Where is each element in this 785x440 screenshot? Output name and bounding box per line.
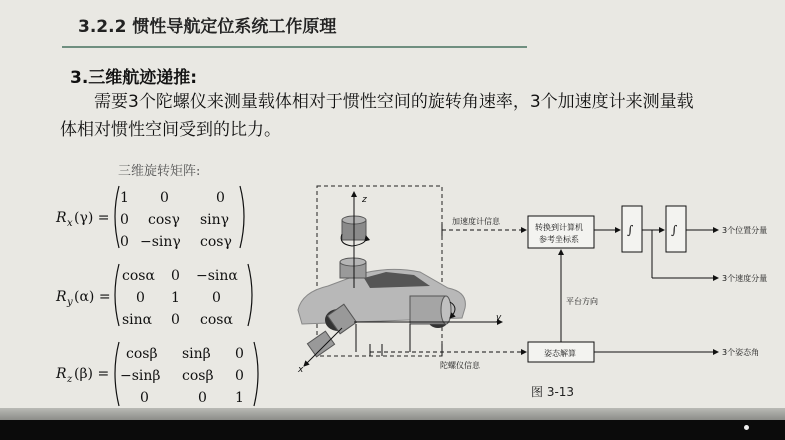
ry-left-paren [115,264,119,326]
rz-r2c0: 0 [140,390,149,406]
axis-y-label: y [496,313,502,323]
body-paragraph [60,88,770,144]
ins-diagram [290,180,785,380]
ry-r1c0: 0 [136,290,145,306]
rx-right-paren [240,186,244,248]
ry-r2c1: 0 [171,312,180,328]
transform-line-2: 参考坐标系 [539,235,579,244]
ry-r2c2: cosα [200,312,233,328]
ry-r1c1: 1 [171,290,180,306]
rx-r2c2: cosγ [200,234,232,250]
rx-sub: x [67,218,73,229]
ry-sub: y [67,297,73,308]
rx-left-paren [115,186,119,248]
title-divider [62,46,527,48]
rx-r2c0: 0 [120,234,129,250]
ry-r0c1: 0 [171,268,180,284]
paragraph-line-2: 体相对惯性空间受到的比力。 [60,120,281,140]
rx-arg: (γ) = [74,210,110,226]
rz-r0c1: sinβ [182,346,211,362]
ry-r0c0: cosα [122,268,155,284]
rx-r0c1: 0 [160,190,169,206]
rz-arg: (β) = [74,366,110,382]
matrix-ry [55,264,252,328]
position-output: 3个位置分量 [722,226,768,235]
axis-x-label: x [298,365,304,375]
gyro-info-label: 陀螺仪信息 [440,361,480,370]
rx-r2c1: −sinγ [140,234,181,250]
player-bar [0,420,785,440]
rz-r1c2: 0 [235,368,244,384]
ry-right-paren [248,264,252,326]
matrix-caption: 三维旋转矩阵: [118,164,201,179]
attitude-box-label: 姿态解算 [544,349,576,358]
rx-r1c0: 0 [120,212,129,228]
rx-r1c2: sinγ [200,212,230,228]
rz-left-paren [115,342,119,406]
page-title: 3.2.2 惯性导航定位系统工作原理 [78,17,337,37]
attitude-output: 3个姿态角 [722,348,760,357]
rz-r2c1: 0 [198,390,207,406]
rz-r1c0: −sinβ [120,368,161,384]
transform-line-1: 转换到计算机 [535,223,583,232]
rz-r1c1: cosβ [182,368,214,384]
velocity-output: 3个速度分量 [722,274,768,283]
rz-label: R [56,366,67,382]
matrix-rz [55,342,258,406]
slide-footer-strip [0,408,785,420]
ry-r1c2: 0 [212,290,221,306]
ry-r0c2: −sinα [196,268,238,284]
rz-r0c0: cosβ [126,346,158,362]
ry-label: R [56,289,67,305]
integrator-1-symbol: ∫ [627,223,634,237]
ry-r2c0: sinα [122,312,153,328]
section-subhead: 3.三维航迹递推: [70,68,198,88]
rx-r0c2: 0 [216,190,225,206]
integrator-2-symbol: ∫ [671,223,678,237]
axis-z-label: z [362,195,367,205]
figure-caption: 图 3-13 [531,385,575,399]
rz-sub: z [67,374,73,385]
ry-arg: (α) = [74,289,111,305]
rx-label: R [56,210,67,226]
rz-right-paren [254,342,258,406]
paragraph-line-1: 需要3个陀螺仪来测量载体相对于惯性空间的旋转角速率，3个加速度计来测量载 [94,92,694,112]
rz-r2c2: 1 [235,390,244,406]
rx-r0c0: 1 [120,190,129,206]
rz-r0c2: 0 [235,346,244,362]
accel-info-label: 加速度计信息 [452,217,500,226]
rx-r1c1: cosγ [148,212,180,228]
status-dot [744,425,749,430]
rotation-matrices [40,178,265,410]
matrix-rx [55,186,244,250]
platform-direction-label: 平台方向 [566,297,598,306]
